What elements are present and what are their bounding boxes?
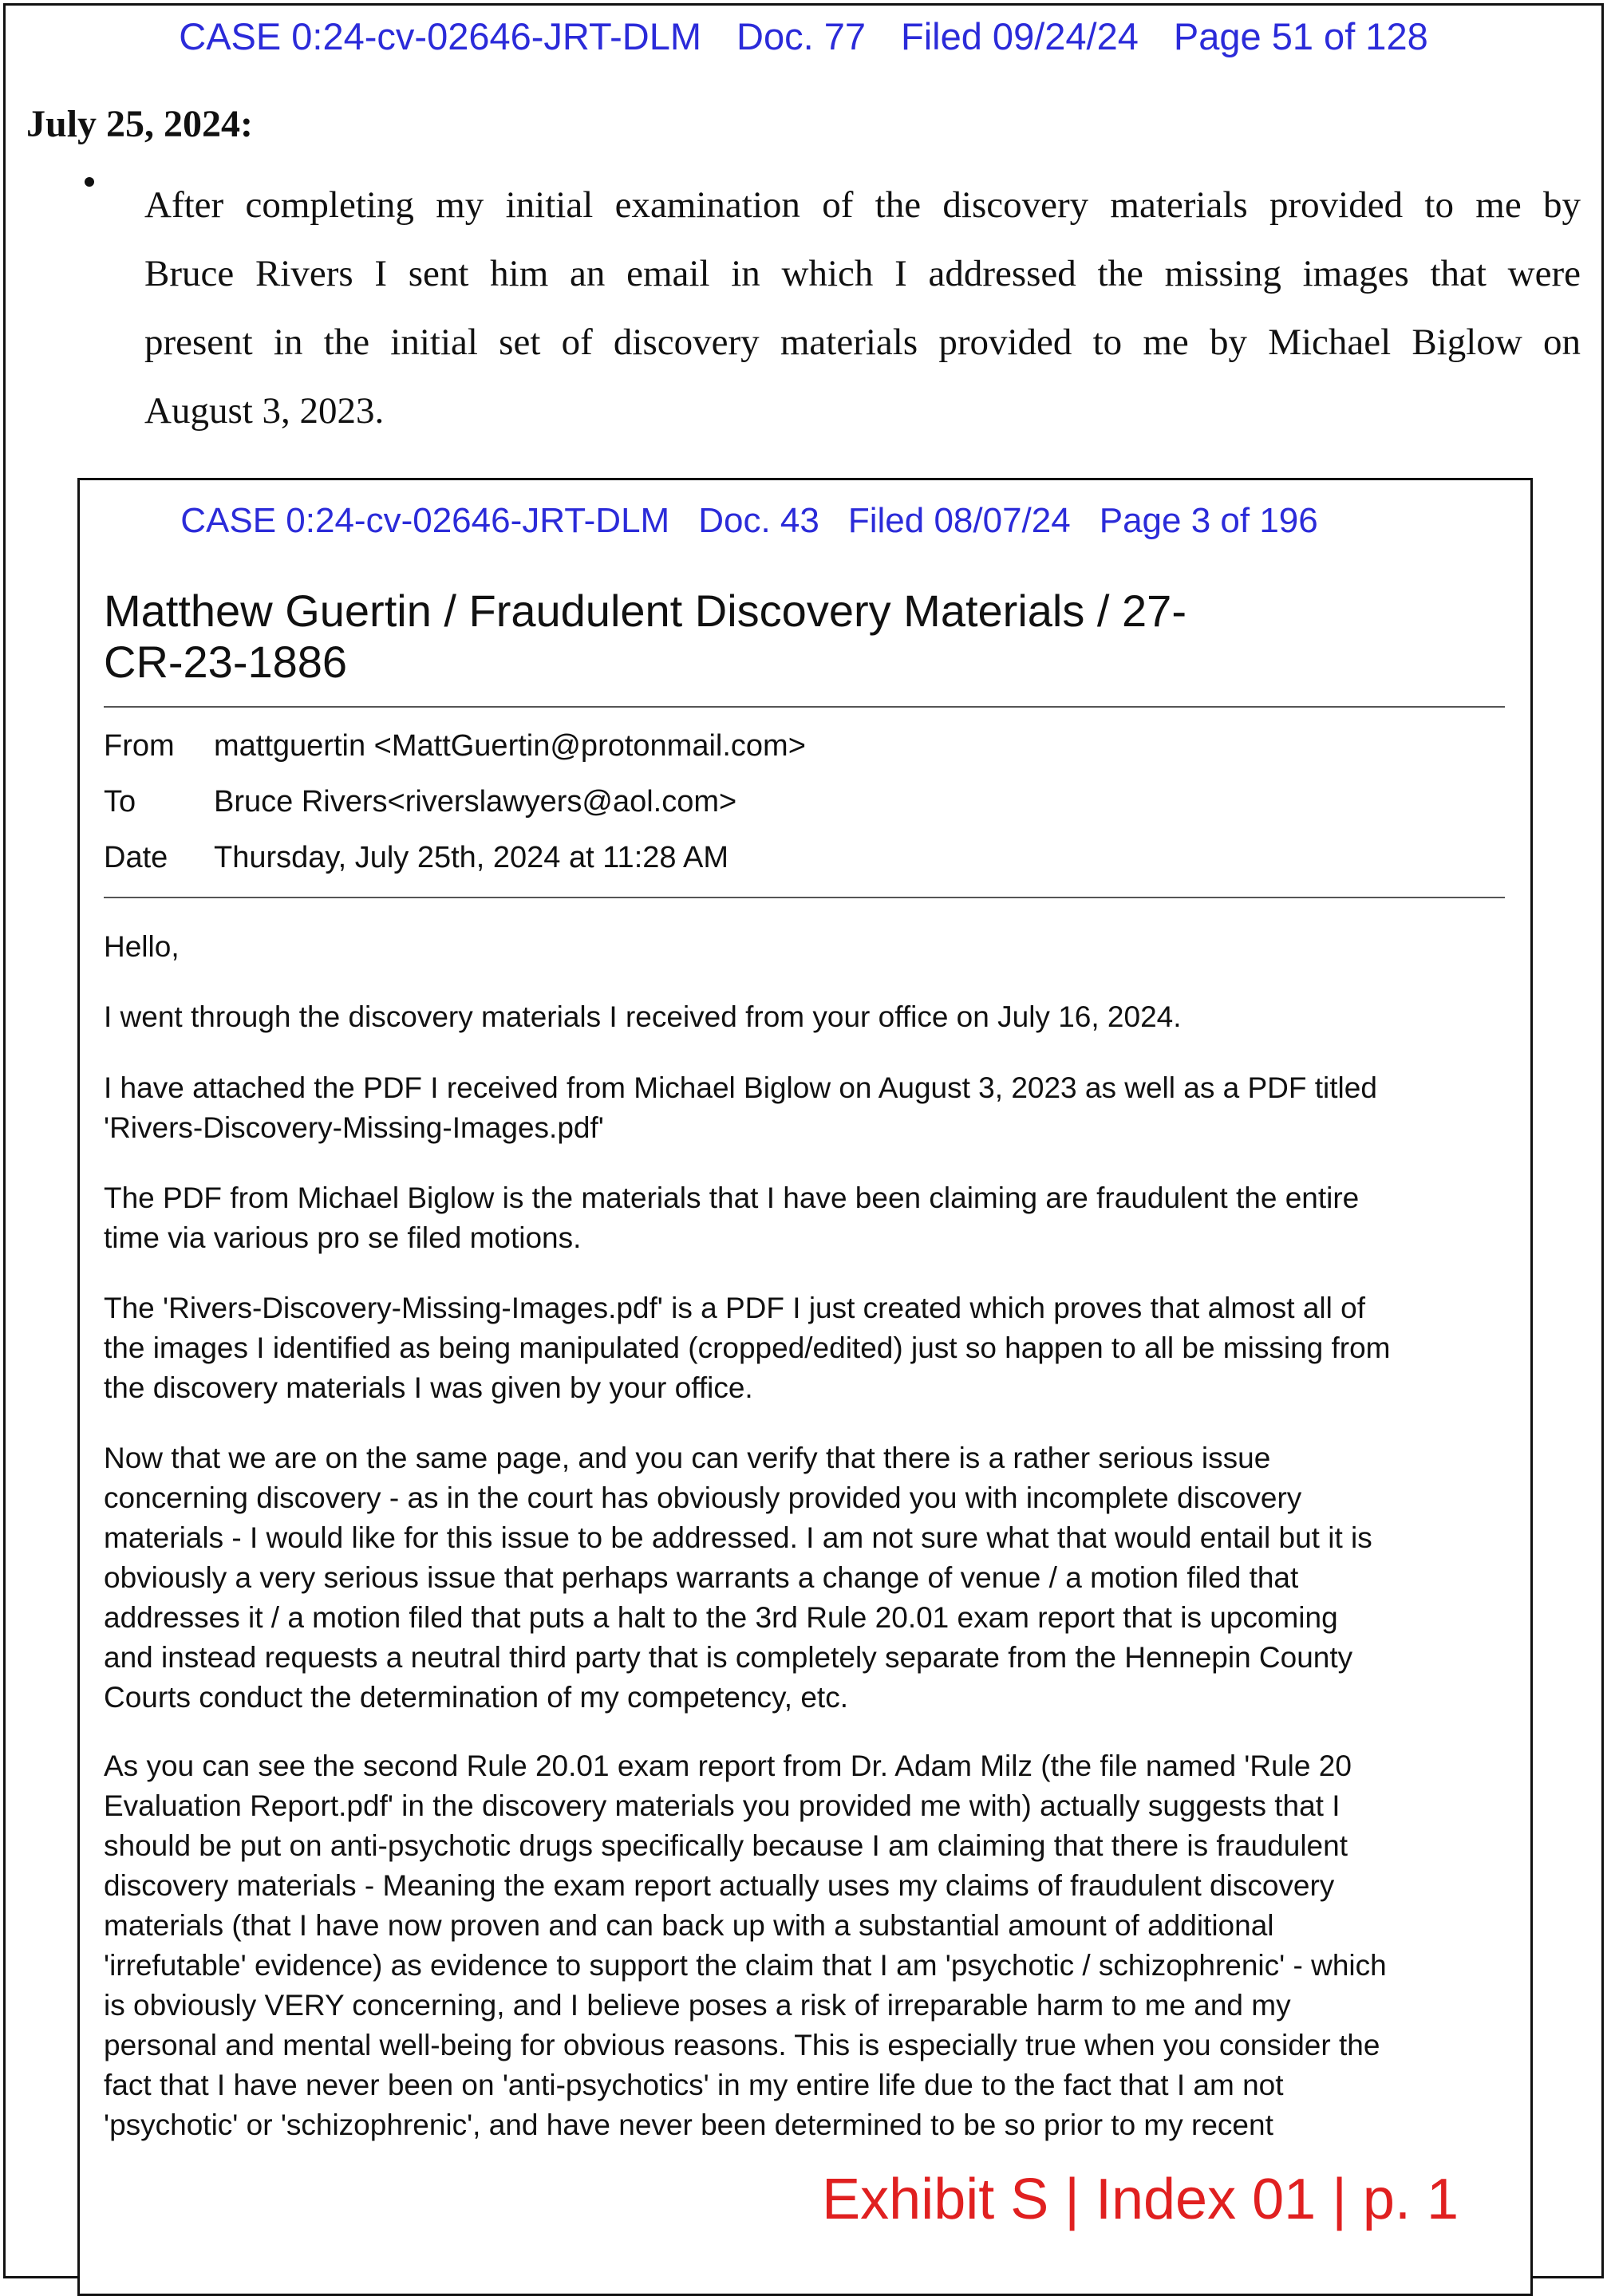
paragraph-line: materials - I would like for this issue to be addressed. I am not sure what that would entail but it is [104,1521,1372,1554]
email-paragraph [104,1068,1516,1148]
paragraph-line: personal and mental well-being for obvious reasons. This is especially true when you consider the [104,2029,1380,2061]
paragraph-line: 'irrefutable' evidence) as evidence to support the claim that I am 'psychotic / schizophrenic' - which [104,1949,1387,1982]
outer-case-header [0,14,1607,58]
email-paragraph [104,1288,1516,1408]
subject-line: CR-23-1886 [104,637,348,687]
inset-case-number: CASE 0:24-cv-02646-JRT-DLM [180,501,670,540]
email-paragraph [104,1746,1516,2145]
paragraph-line: obviously a very serious issue that perhaps warrants a change of venue / a motion filed that [104,1561,1299,1594]
bullet-line: Bruce Rivers I sent him an email in which I addressed the missing images that were [144,253,1581,294]
email-date-row [104,841,728,875]
email-paragraph [104,927,1516,967]
email-subject [104,586,1460,688]
email-paragraph [104,997,1516,1037]
paragraph-line: the discovery materials I was given by your office. [104,1371,753,1404]
to-value[interactable]: Bruce Rivers<riverslawyers@aol.com> [214,785,737,819]
paragraph-line: fact that I have never been on 'anti-psychotics' in my entire life due to the fact that I am not [104,2069,1284,2101]
paragraph-line: concerning discovery - as in the court has obviously provided you with incomplete discovery [104,1481,1302,1514]
exhibit-label: Exhibit S | Index 01 | p. 1 [822,2168,1459,2231]
from-value[interactable]: mattguertin <MattGuertin@protonmail.com> [214,729,806,763]
date-value: Thursday, July 25th, 2024 at 11:28 AM [214,841,728,874]
header-divider [104,706,1505,708]
email-paragraph [104,1438,1516,1718]
bullet-line: After completing my initial examination of the discovery materials provided to me by [144,184,1581,226]
embedded-email-exhibit [77,478,1533,2296]
paragraph-line: Evaluation Report.pdf' in the discovery materials you provided me with) actually suggests that I [104,1789,1340,1822]
paragraph-line: The PDF from Michael Biglow is the materials that I have been claiming are fraudulent the entire [104,1182,1360,1214]
email-from-row [104,729,806,763]
paragraph-line: Courts conduct the determination of my competency, etc. [104,1681,848,1714]
outer-doc-number: Doc. 77 [736,15,866,57]
date-heading: July 25, 2024: [26,103,254,145]
inset-doc-number: Doc. 43 [698,501,819,540]
paragraph-line: is obviously VERY concerning, and I believe poses a risk of irreparable harm to me and my [104,1989,1291,2022]
paragraph-line: and instead requests a neutral third party that is completely separate from the Hennepin County [104,1641,1353,1674]
outer-page-number: Page 51 of 128 [1173,15,1428,57]
paragraph-line: materials (that I have now proven and can back up with a substantial amount of additional [104,1909,1274,1942]
bullet-line: present in the initial set of discovery materials provided to me by Michael Biglow on [144,322,1581,363]
outer-filed-date: Filed 09/24/24 [901,15,1139,57]
inset-filed-date: Filed 08/07/24 [847,501,1071,540]
outer-case-number: CASE 0:24-cv-02646-JRT-DLM [179,15,702,57]
bullet-line: August 3, 2023. [144,390,385,432]
paragraph-line: should be put on anti-psychotic drugs specifically because I am claiming that there is fraudulent [104,1829,1348,1862]
paragraph-line: time via various pro se filed motions. [104,1221,582,1254]
bullet-icon [85,177,94,187]
paragraph-line: As you can see the second Rule 20.01 exam report from Dr. Adam Milz (the file named 'Rule 20 [104,1750,1352,1782]
paragraph-line: The 'Rivers-Discovery-Missing-Images.pdf' is a PDF I just created which proves that almost all of [104,1292,1365,1324]
email-to-row [104,785,736,819]
email-paragraph [104,1178,1516,1258]
paragraph-line: Now that we are on the same page, and you can verify that there is a rather serious issue [104,1442,1271,1474]
paragraph-line: the images I identified as being manipulated (cropped/edited) just so happen to all be missing from [104,1331,1391,1364]
meta-divider [104,897,1505,898]
from-label: From [104,729,175,763]
date-label: Date [104,841,168,874]
to-label: To [104,785,136,819]
inset-page-number: Page 3 of 196 [1099,501,1318,540]
paragraph-line: discovery materials - Meaning the exam report actually uses my claims of fraudulent discovery [104,1869,1335,1902]
paragraph-line: I went through the discovery materials I received from your office on July 16, 2024. [104,1000,1182,1033]
subject-line: Matthew Guertin / Fraudulent Discovery Materials / 27- [104,586,1186,636]
bullet-paragraph [144,171,1581,445]
paragraph-line: 'psychotic' or 'schizophrenic', and have never been determined to be so prior to my recent [104,2109,1273,2141]
paragraph-line: Hello, [104,930,180,963]
inset-case-header [80,501,1530,541]
paragraph-line: addresses it / a motion filed that puts a halt to the 3rd Rule 20.01 exam report that is upcoming [104,1601,1338,1634]
paragraph-line: I have attached the PDF I received from Michael Biglow on August 3, 2023 as well as a PDF titled [104,1071,1377,1104]
paragraph-line: 'Rivers-Discovery-Missing-Images.pdf' [104,1111,604,1144]
